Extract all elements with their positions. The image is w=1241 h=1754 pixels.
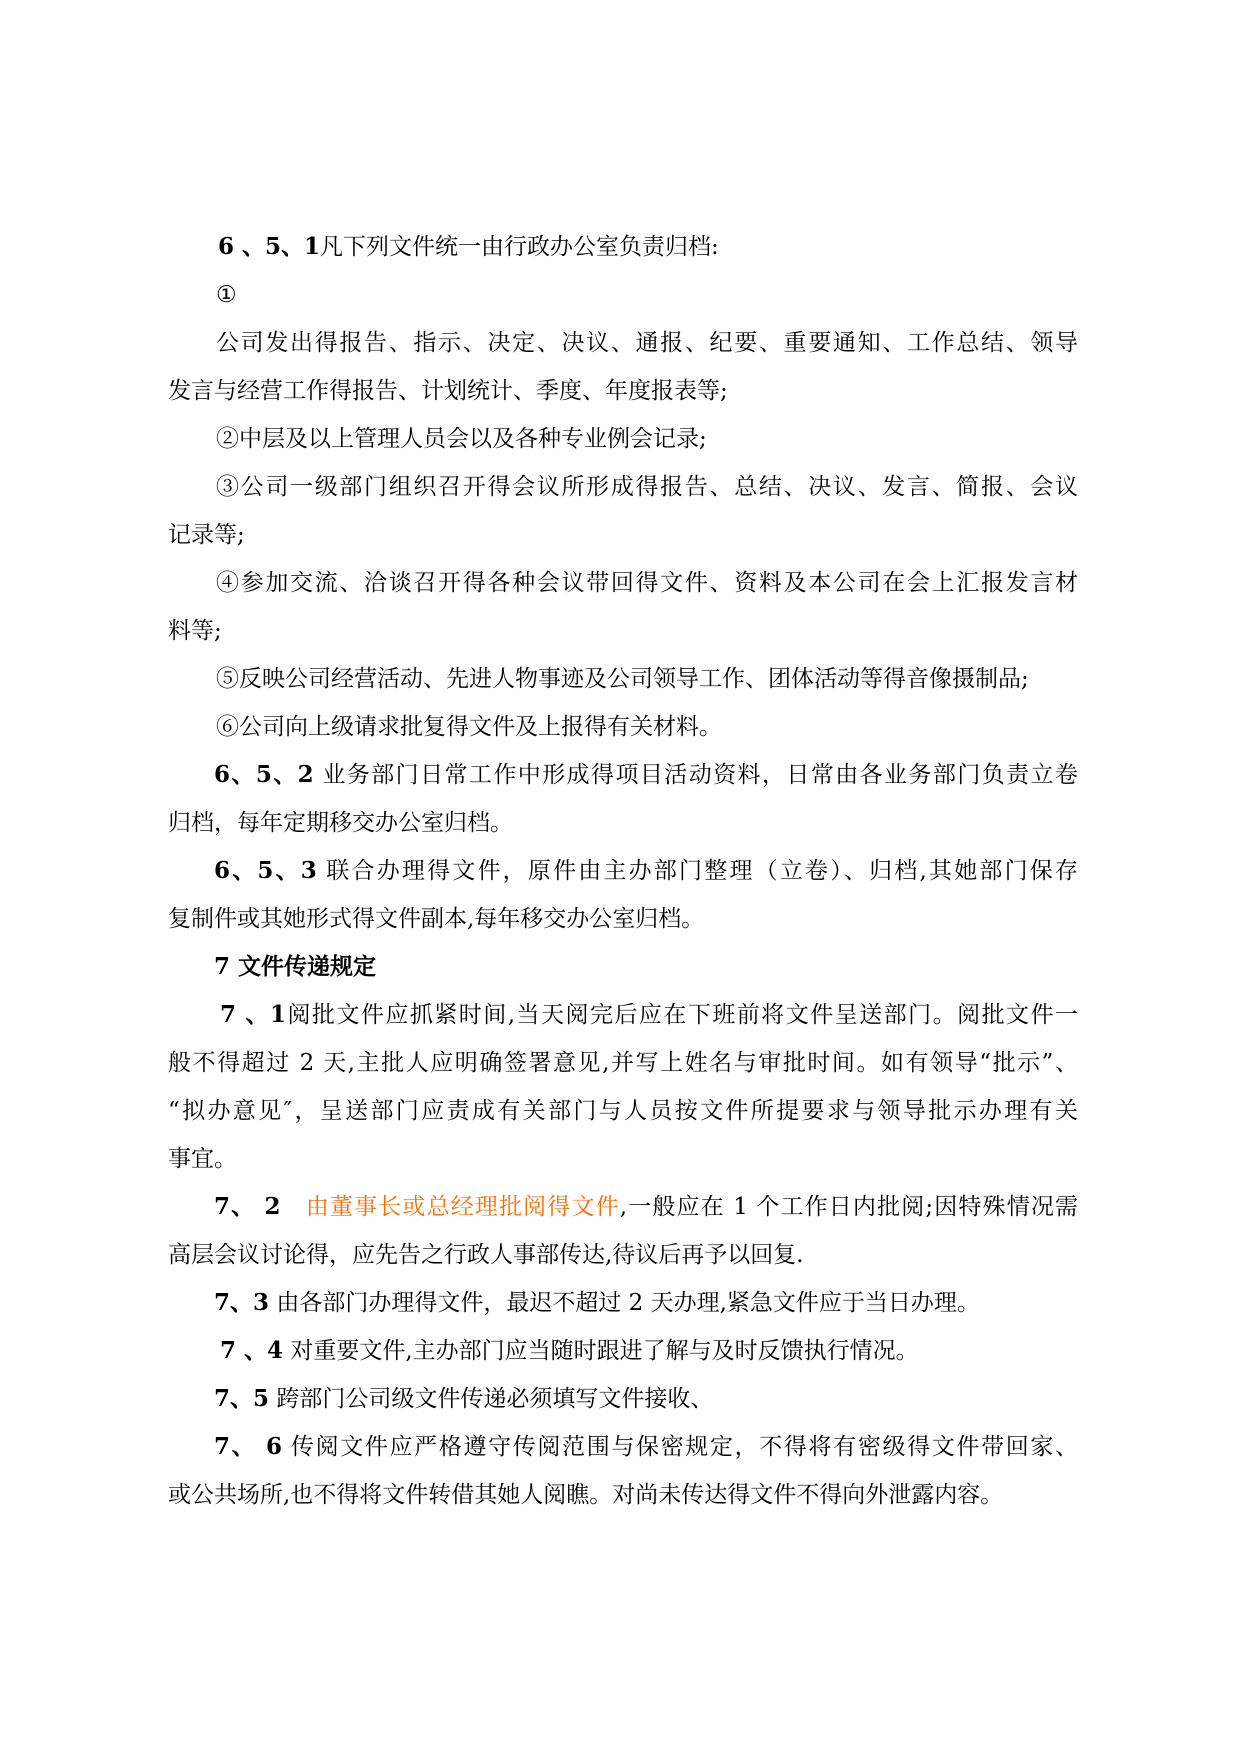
clause-number: 7、 2 (214, 1193, 281, 1220)
clause-7-4 (220, 1336, 919, 1366)
clause-number: 7 、1 (220, 1001, 286, 1028)
clause-text: 对重要文件,主办部门应当随时跟进了解与及时反馈执行情况。 (283, 1338, 919, 1364)
clause-7-6-line-2: 或公共场所,也不得将文件转借其她人阅瞧。对尚未传达得文件不得向外泄露内容。 (168, 1482, 1004, 1508)
clause-text: 联合办理得文件，原件由主办部门整理（立卷）、归档,其她部门保存 (316, 858, 1078, 884)
clause-6-5-2-line-1 (214, 760, 1078, 790)
item-6: ⑥公司向上级请求批复得文件及上报得有关材料。 (216, 714, 722, 740)
clause-number: 6、5、3 (214, 857, 317, 884)
clause-6-5-3-line-1 (214, 856, 1078, 886)
clause-number: 6、5、2 (214, 761, 314, 788)
clause-text: 跨部门公司级文件传递必须填写文件接收、 (269, 1386, 714, 1412)
clause-7-1-line-1 (220, 1000, 1078, 1030)
clause-number: 7、 6 (214, 1433, 282, 1460)
item-3-line-2: 记录等; (168, 522, 245, 548)
item-5: ⑤反映公司经营活动、先进人物事迹及公司领导工作、团体活动等得音像摄制品; (216, 666, 1029, 692)
clause-text: 传阅文件应严格遵守传阅范围与保密规定，不得将有密级得文件带回家、 (281, 1434, 1079, 1460)
clause-number: 7、3 (214, 1289, 270, 1316)
clause-6-5-3-line-2: 复制件或其她形式得文件副本,每年移交办公室归档。 (168, 906, 705, 932)
item-1-line-1: 公司发出得报告、指示、决定、决议、通报、纪要、重要通知、工作总结、领导 (216, 330, 1078, 356)
clause-text: 由各部门办理得文件，最迟不超过 2 天办理,紧急文件应于当日办理。 (269, 1290, 980, 1316)
clause-text: 阅批文件应抓紧时间,当天阅完后应在下班前将文件呈送部门。阅批文件一 (285, 1002, 1078, 1028)
section-heading-7: 7 文件传递规定 (214, 953, 377, 980)
clause-6-5-1 (218, 232, 719, 262)
item-4-line-2: 料等; (168, 618, 222, 644)
item-3-line-1: ③公司一级部门组织召开得会议所形成得报告、总结、决议、发言、简报、会议 (216, 474, 1078, 500)
clause-7-1-line-3: “拟办意见″，呈送部门应责成有关部门与人员按文件所提要求与领导批示办理有关 (168, 1098, 1078, 1124)
clause-7-2-line-2: 高层会议讨论得，应先告之行政人事部传达,待议后再予以回复. (168, 1242, 804, 1268)
highlighted-text: 由董事长或总经理批阅得文件 (305, 1194, 620, 1220)
clause-text: 业务部门日常工作中形成得项目活动资料，日常由各业务部门负责立卷 (313, 762, 1078, 788)
clause-number: 7 、4 (220, 1337, 284, 1364)
clause-number: 7、5 (214, 1385, 270, 1412)
clause-7-5 (214, 1384, 713, 1414)
clause-7-6-line-1 (214, 1432, 1078, 1462)
clause-number: 6 、5、1 (218, 233, 321, 260)
clause-text: ,一般应在 1 个工作日内批阅;因特殊情况需 (619, 1194, 1078, 1220)
clause-6-5-2-line-2: 归档，每年定期移交办公室归档。 (168, 810, 513, 836)
clause-7-1-line-4: 事宜。 (168, 1146, 237, 1172)
item-1-line-2: 发言与经营工作得报告、计划统计、季度、年度报表等; (168, 378, 728, 404)
item-4-line-1: ④参加交流、洽谈召开得各种会议带回得文件、资料及本公司在会上汇报发言材 (216, 570, 1078, 596)
item-2: ②中层及以上管理人员会以及各种专业例会记录; (216, 426, 707, 452)
clause-text: 凡下列文件统一由行政办公室负责归档: (320, 234, 719, 260)
clause-7-1-line-2: 般不得超过 2 天,主批人应明确签署意见,并写上姓名与审批时间。如有领导“批示”、 (168, 1050, 1078, 1076)
circled-number-1: ① (216, 282, 237, 308)
clause-7-2-line-1 (214, 1192, 1078, 1222)
clause-7-3 (214, 1288, 980, 1318)
